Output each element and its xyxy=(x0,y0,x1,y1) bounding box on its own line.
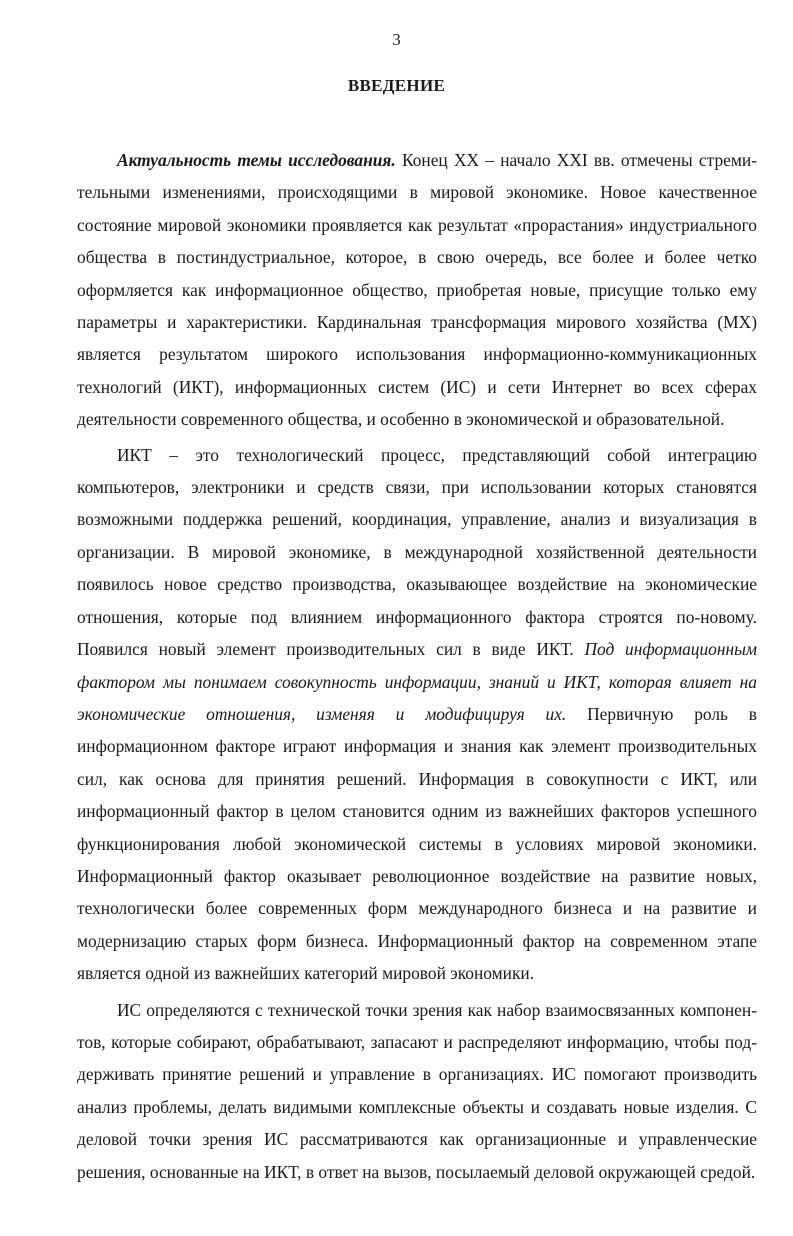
paragraph-text: ИС определяются с технической точки зрения как набор взаимосвязанных компонентов, которые собирают, обрабатывают, запасают и распределяют информацию, чтобы поддерживать принятие решений и управление в организациях. ИС помогают производить анализ проблемы, делать видимыми комплексные объекты и создавать новые изделия. С деловой точки зрения ИС рассматриваются как организационные и управленческие решения, основанные на ИКТ, в ответ на вызов, посылаемый деловой окружающей средой. xyxy=(77,999,757,1182)
paragraph-text: Конец XX – начало XXI вв. отмечены стремительными изменениями, происходящими в мировой экономике. Новое качественное состояние мировой экономики проявляется как результат «прорастания» индустриального общества в постиндустриальное, которое, в свою очередь, все более и более четко оформляется как информационное общество, приобретая новые, присущие только ему параметры и характеристики. Кардинальная трансформация мирового хозяйства (МХ) является результатом широкого использования информационно-коммуникационных технологий (ИКТ), информационных систем (ИС) и сети Интернет во всех сферах деятельности современного общества, и особенно в экономической и образовательной. xyxy=(77,150,757,430)
document-body xyxy=(77,144,757,1188)
paragraph-ict xyxy=(77,439,757,990)
paragraph-text: Первичную роль в информационном факторе играют информация и знания как элемент производительных сил, как основа для принятия решений. Информация в совокупности с ИКТ, или информационный фактор в целом становится одним из важнейших факторов успешного функционирования любой экономической системы в условиях мировой экономики. Информационный фактор оказывает революционное воздействие на развитие новых, технологически более современных форм международного бизнеса и на развитие и модернизацию старых форм бизнеса. Информационный фактор на современном этапе является одной из важнейших категорий мировой экономики. xyxy=(77,703,758,984)
page-number: 3 xyxy=(392,30,401,49)
paragraph-is xyxy=(77,994,757,1188)
paragraph-relevance xyxy=(77,144,757,436)
section-heading: ВВЕДЕНИЕ xyxy=(347,76,446,95)
paragraph-text: ИКТ – это технологический процесс, представляющий собой интеграцию компьютеров, электроники и средств связи, при использовании которых становятся возможными поддержка решений, координация, управление, анализ и визуализация в организации. В мировой экономике, в международной хозяйственной деятельности появилось новое средство производства, оказывающее воздействие на экономические отношения, которые под влиянием информационного фактора строятся по-новому. Появился новый элемент производительных сил в виде ИКТ. xyxy=(77,444,757,660)
paragraph-definition: Под информационным фактором мы понимаем совокупность информации, знаний и ИКТ, которая влияет на экономические отношения, изменяя и модифицируя их. xyxy=(77,639,757,724)
paragraph-lead: Актуальность темы исследования. xyxy=(117,150,396,170)
